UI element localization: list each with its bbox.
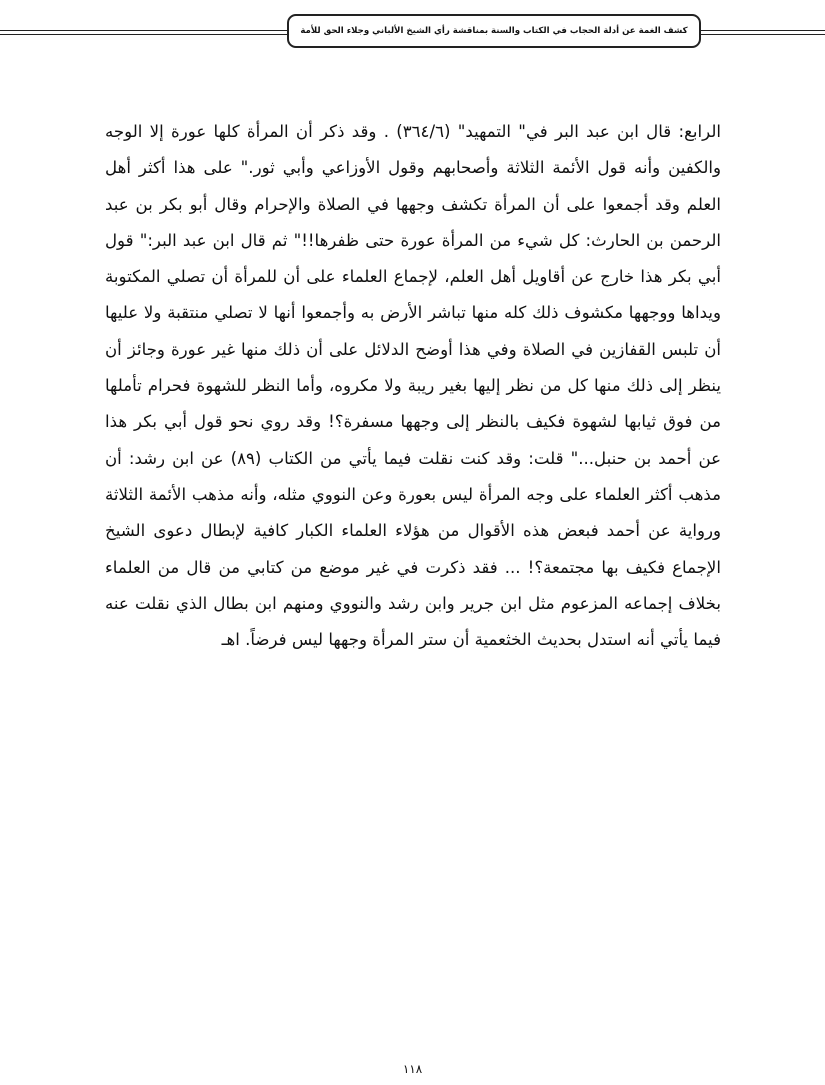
page-number: ١١٨	[402, 1062, 423, 1076]
body-paragraph: الرابع: قال ابن عبد البر في" التمهيد" (٣٦٤/٦) . وقد ذكر أن المرأة كلها عورة إلا الوجه والكفين وأنه قول الأئمة الثلاثة وأصحابهم وقول الأوزاعي وأبي ثور." على هذا أكثر أهل العلم وقد أجمعوا على أن المرأة تكشف وجهها في الصلاة والإحرام وقال أبو بكر بن عبد الرحمن بن الحارث: كل شيء من المرأة عورة حتى ظفرها!!" ثم قال ابن عبد البر:" قول أبي بكر هذا خارج عن أقاويل أهل العلم، لإجماع العلماء على أن للمرأة أن تصلي المكتوبة ويداها ووجهها مكشوف ذلك كله منها تباشر الأرض به وأجمعوا أنها لا تصلي منتقبة ولا عليها أن تلبس القفازين في الصلاة وفي هذا أوضح الدلائل على أن ذلك منها غير عورة وجائز أن ينظر إلى ذلك منها كل من نظر إليها بغير ريبة ولا مكروه، وأما النظر للشهوة فحرام تأملها من فوق ثيابها لشهوة فكيف بالنظر إلى وجهها مسفرة؟! وقد روي نحو قول أبي بكر هذا عن أحمد بن حنبل..." قلت: وقد كنت نقلت فيما يأتي من الكتاب (٨٩) عن ابن رشد: أن مذهب أكثر العلماء على وجه المرأة ليس بعورة وعن النووي مثله، وأنه مذهب الأئمة الثلاثة ورواية عن أحمد فبعض هذه الأقوال من هؤلاء العلماء الكبار كافية لإبطال دعوى الشيخ الإجماع فكيف بها مجتمعة؟! ... فقد ذكرت في غير موضع من كتابي من قال من العلماء بخلاف إجماعه المزعوم مثل ابن جرير وابن رشد والنووي ومنهم ابن بطال الذي نقلت عنه فيما يأتي أنه استدل بحديث الخثعمية أن ستر المرأة وجهها ليس فرضاً. اهـ	[105, 122, 721, 650]
running-header-box	[287, 14, 701, 48]
running-header-title: كشف الغمة عن أدلة الحجاب في الكتاب والسنة بمناقشة رأي الشيخ الألباني وجلاء الحق للأمة	[300, 26, 688, 36]
